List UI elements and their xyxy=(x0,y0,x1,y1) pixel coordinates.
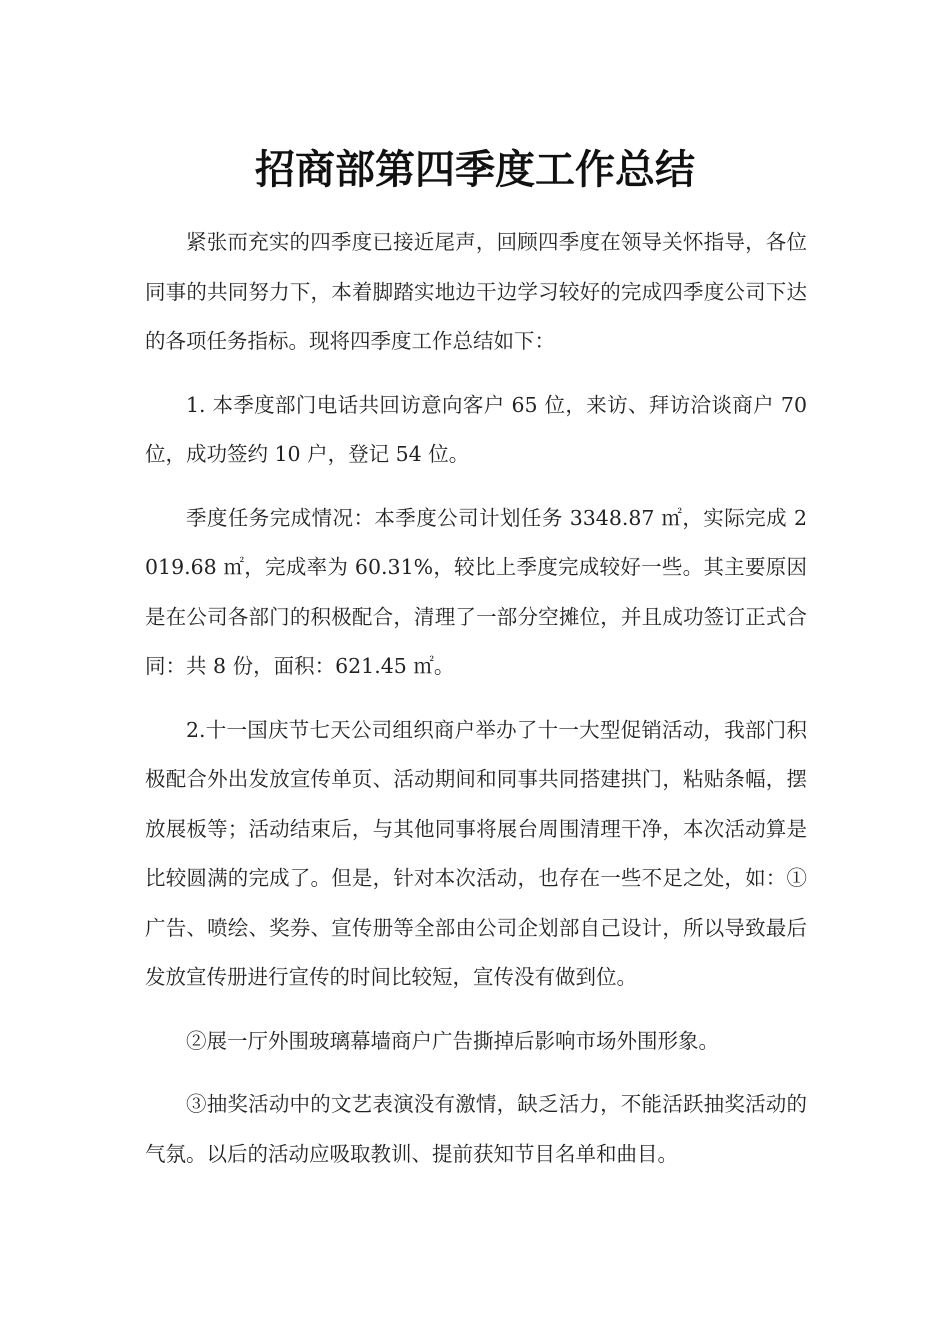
document-body xyxy=(145,218,807,1193)
paragraph-issue-3: ③抽奖活动中的文艺表演没有激情，缺乏活力，不能活跃抽奖活动的气氛。以后的活动应吸取教训、提前获知节目名单和曲目。 xyxy=(145,1092,807,1166)
paragraph-item-2: 2.十一国庆节七天公司组织商户举办了十一大型促销活动，我部门积极配合外出发放宣传单页、活动期间和同事共同搭建拱门，粘贴条幅，摆放展板等；活动结束后，与其他同事将展台周围清理干净，本次活动算是比较圆满的完成了。但是，针对本次活动，也存在一些不足之处，如：①广告、喷绘、奖券、宣传册等全部由公司企划部自己设计，所以导致最后发放宣传册进行宣传的时间比较短，宣传没有做到位。 xyxy=(145,717,807,989)
paragraph-quarterly-task: 季度任务完成情况：本季度公司计划任务 3348.87 ㎡，实际完成 2019.68 ㎡，完成率为 60.31%，较比上季度完成较好一些。其主要原因是在公司各部门的积极配合，清理了一部分空摊位，并且成功签订正式合同：共 8 份，面积：621.45 ㎡。 xyxy=(145,505,807,678)
paragraph-intro: 紧张而充实的四季度已接近尾声，回顾四季度在领导关怀指导，各位同事的共同努力下，本着脚踏实地边干边学习较好的完成四季度公司下达的各项任务指标。现将四季度工作总结如下： xyxy=(145,230,807,353)
paragraph-issue-2: ②展一厅外围玻璃幕墙商户广告撕掉后影响市场外围形象。 xyxy=(186,1028,719,1053)
paragraph-item-1: 1. 本季度部门电话共回访意向客户 65 位，来访、拜访洽谈商户 70 位，成功签约 10 户，登记 54 位。 xyxy=(145,392,807,466)
document-title: 招商部第四季度工作总结 xyxy=(255,146,695,193)
